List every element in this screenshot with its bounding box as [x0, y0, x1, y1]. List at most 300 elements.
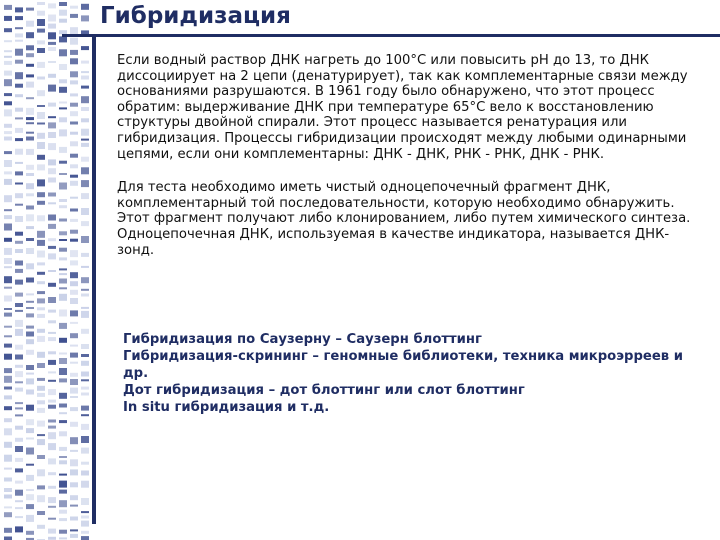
- gel-band: [59, 79, 67, 83]
- gel-band: [59, 87, 67, 93]
- gel-band: [15, 345, 23, 350]
- gel-band: [48, 202, 56, 204]
- gel-band: [15, 507, 23, 509]
- gel-band: [26, 373, 34, 375]
- gel-band: [81, 61, 89, 64]
- gel-band: [59, 358, 67, 364]
- gel-band: [81, 307, 89, 309]
- gel-band: [48, 351, 56, 354]
- gel-band: [81, 516, 89, 519]
- gel-band: [81, 266, 89, 268]
- gel-band: [81, 448, 89, 454]
- gel-band: [37, 62, 45, 68]
- gel-band: [37, 455, 45, 459]
- gel-band: [70, 396, 78, 398]
- gel-band: [81, 157, 89, 162]
- gel-band: [26, 173, 34, 176]
- gel-band: [59, 231, 67, 235]
- gel-band: [59, 173, 67, 175]
- gel-band: [81, 180, 89, 187]
- gel-band: [37, 179, 45, 186]
- gel-band: [59, 161, 67, 164]
- gel-band: [70, 505, 78, 507]
- gel-band: [26, 165, 34, 170]
- gel-bands-graphic: [0, 0, 92, 540]
- gel-band: [26, 515, 34, 522]
- slide-body: [117, 53, 697, 258]
- gel-band: [26, 238, 34, 241]
- gel-band: [48, 320, 56, 323]
- gel-band: [15, 249, 23, 253]
- gel-band: [26, 326, 34, 329]
- gel-band: [70, 197, 78, 199]
- gel-band: [4, 209, 12, 211]
- gel-band: [26, 301, 34, 303]
- gel-band: [4, 93, 12, 96]
- gel-band: [15, 7, 23, 12]
- gel-band: [59, 183, 67, 190]
- gel-band: [81, 107, 89, 111]
- gel-band: [70, 482, 78, 487]
- gel-band: [4, 395, 12, 399]
- gel-band: [81, 143, 89, 147]
- gel-band: [70, 437, 78, 444]
- gel-band: [15, 516, 23, 518]
- gel-band: [15, 162, 23, 164]
- gel-band: [26, 278, 34, 283]
- gel-band: [81, 86, 89, 89]
- gel-band: [26, 263, 34, 269]
- gel-band: [15, 303, 23, 307]
- gel-band: [48, 420, 56, 423]
- gel-band: [48, 389, 56, 395]
- gel-band: [15, 490, 23, 496]
- gel-band: [48, 426, 56, 429]
- gel-band: [70, 353, 78, 358]
- gel-band: [15, 94, 23, 97]
- gel-band: [59, 500, 67, 507]
- gel-band: [81, 118, 89, 122]
- gel-band: [37, 2, 45, 5]
- gel-band: [15, 72, 23, 79]
- gel-band: [4, 79, 12, 86]
- paragraph-denaturation: Если водный раствор ДНК нагреть до 100°С или повысить pH до 13, то ДНК диссоциирует на 2 цепи (денатурирует), так как комплементарные связи между основаниями разрушаются. В 1961 году было обнаружено, что этот процесс обратим: выдерживание ДНК при температуре 65°С вело к восстановлению структуры двойной спирали. Этот процесс называется ренатурация или гибридизация. Процессы гибридизации происходят между любыми одинарными цепями, если они комплементарны: ДНК - ДНК, РНК - РНК, ДНК - РНК.: [117, 53, 688, 162]
- gel-band: [4, 171, 12, 174]
- gel-band: [81, 129, 89, 136]
- gel-band: [59, 353, 67, 355]
- gel-band: [48, 42, 56, 45]
- gel-band: [15, 27, 23, 29]
- gel-band: [26, 248, 34, 254]
- gel-band: [81, 71, 89, 73]
- gel-band: [26, 32, 34, 38]
- gel-band: [48, 380, 56, 382]
- gel-band: [37, 164, 45, 170]
- gel-band: [15, 365, 23, 368]
- gel-band: [4, 344, 12, 348]
- gel-band: [70, 362, 78, 364]
- gel-band: [48, 360, 56, 365]
- gel-band: [26, 307, 34, 309]
- gel-band: [59, 368, 67, 375]
- gel-band: [37, 133, 45, 139]
- gel-band: [26, 117, 34, 120]
- gel-band: [59, 279, 67, 284]
- gel-band: [4, 50, 12, 52]
- gel-band: [37, 123, 45, 125]
- gel-band: [15, 458, 23, 462]
- gel-band: [26, 419, 34, 425]
- gel-band: [59, 36, 67, 42]
- gel-band: [37, 112, 45, 119]
- gel-band: [4, 124, 12, 128]
- gel-band: [4, 109, 12, 116]
- gel-band: [15, 407, 23, 409]
- gel-band: [15, 49, 23, 56]
- gel-band: [37, 386, 45, 391]
- gel-band: [15, 355, 23, 360]
- gel-band: [70, 469, 78, 475]
- gel-band: [37, 469, 45, 476]
- gel-band: [59, 102, 67, 104]
- gel-band: [26, 132, 34, 134]
- gel-band: [81, 208, 89, 215]
- gel-band: [4, 248, 12, 255]
- gel-band: [4, 224, 12, 231]
- gel-band: [4, 56, 12, 58]
- gel-band: [26, 206, 34, 210]
- gel-band: [48, 270, 56, 272]
- gel-band: [4, 478, 12, 482]
- gel-band: [37, 408, 45, 413]
- gel-band: [70, 239, 78, 242]
- gel-band: [70, 6, 78, 9]
- gel-band: [70, 388, 78, 394]
- gel-band: [4, 16, 12, 21]
- gel-band: [37, 525, 45, 529]
- content-left-rule: [92, 34, 96, 524]
- gel-band: [48, 506, 56, 508]
- gel-band: [59, 64, 67, 70]
- gel-band: [15, 40, 23, 42]
- gel-band: [15, 60, 23, 64]
- gel-band: [59, 199, 67, 202]
- gel-band: [37, 298, 45, 303]
- gel-band: [59, 431, 67, 436]
- gel-band: [37, 400, 45, 404]
- gel-band: [37, 215, 45, 221]
- gel-band: [37, 352, 45, 358]
- gel-band: [4, 137, 12, 141]
- gel-band: [37, 77, 45, 80]
- gel-band: [81, 96, 89, 103]
- gel-band: [70, 111, 78, 116]
- gel-band: [4, 376, 12, 383]
- gel-band: [37, 511, 45, 515]
- slide-title: Гибридизация: [100, 3, 291, 29]
- gel-band: [15, 108, 23, 112]
- gel-band: [26, 428, 34, 433]
- gel-band: [4, 151, 12, 154]
- gel-band: [4, 266, 12, 268]
- gel-band: [4, 326, 12, 328]
- gel-band: [26, 339, 34, 344]
- gel-band: [81, 462, 89, 465]
- gel-band: [59, 490, 67, 494]
- gel-band: [4, 368, 12, 373]
- gel-band: [37, 495, 45, 502]
- gel-band: [15, 438, 23, 442]
- gel-band: [59, 268, 67, 270]
- gel-band: [59, 447, 67, 451]
- gel-band: [70, 310, 78, 316]
- gel-band: [70, 175, 78, 178]
- gel-band: [48, 337, 56, 341]
- gel-band: [4, 71, 12, 76]
- gel-band: [26, 193, 34, 196]
- gel-band: [70, 534, 78, 538]
- gel-band: [48, 253, 56, 259]
- gel-band: [48, 432, 56, 439]
- gel-band: [37, 421, 45, 427]
- gel-band: [37, 314, 45, 318]
- gel-band: [70, 250, 78, 257]
- gel-band: [15, 280, 23, 285]
- gel-band: [48, 518, 56, 520]
- gel-band: [81, 521, 89, 527]
- gel-band: [15, 293, 23, 297]
- gel-band: [81, 15, 89, 21]
- gel-band: [37, 307, 45, 310]
- gel-band: [15, 216, 23, 222]
- gel-band: [4, 238, 12, 242]
- gel-band: [15, 371, 23, 377]
- gel-band: [48, 122, 56, 128]
- gel-band: [59, 530, 67, 534]
- method-item-in-situ: In situ гибридизация и т.д.: [123, 400, 330, 415]
- gel-band: [37, 192, 45, 197]
- gel-band: [15, 171, 23, 175]
- gel-band: [70, 58, 78, 64]
- gel-band: [26, 45, 34, 50]
- gel-band: [48, 215, 56, 221]
- gel-band: [48, 497, 56, 503]
- gel-band: [15, 481, 23, 484]
- gel-band: [48, 537, 56, 540]
- gel-band: [70, 529, 78, 531]
- gel-band: [48, 246, 56, 249]
- method-item-screening: Гибридизация-скрининг – геномные библиотеки, техника микроэрреев и др.: [123, 349, 683, 381]
- methods-list: [123, 331, 703, 416]
- gel-band: [59, 107, 67, 109]
- gel-band: [15, 426, 23, 430]
- gel-band: [26, 82, 34, 88]
- gel-band: [4, 179, 12, 185]
- gel-band: [48, 116, 56, 118]
- gel-band: [59, 248, 67, 252]
- gel-band: [59, 474, 67, 476]
- gel-band: [59, 2, 67, 6]
- gel-band: [37, 378, 45, 381]
- gel-band: [70, 14, 78, 18]
- gel-band: [70, 407, 78, 411]
- gel-band: [37, 142, 45, 149]
- gel-band: [48, 32, 56, 39]
- gel-band: [37, 40, 45, 44]
- gel-band: [37, 251, 45, 258]
- gel-band: [4, 258, 12, 264]
- gel-band: [48, 24, 56, 29]
- gel-band: [81, 414, 89, 416]
- gel-band: [4, 5, 12, 10]
- gel-band: [15, 329, 23, 336]
- gel-band: [70, 181, 78, 186]
- gel-band: [4, 418, 12, 422]
- gel-band: [26, 64, 34, 67]
- gel-band: [37, 11, 45, 16]
- gel-band: [48, 472, 56, 475]
- gel-band: [4, 287, 12, 289]
- gel-band: [37, 90, 45, 96]
- gel-band: [81, 361, 89, 366]
- gel-band: [26, 378, 34, 384]
- gel-band: [70, 50, 78, 55]
- gel-band: [70, 495, 78, 500]
- gel-band: [15, 414, 23, 416]
- gel-band: [26, 489, 34, 491]
- gel-band: [48, 178, 56, 183]
- gel-band: [81, 531, 89, 534]
- gel-band: [4, 468, 12, 470]
- gel-band: [70, 322, 78, 324]
- gel-band: [59, 323, 67, 329]
- gel-band: [59, 117, 67, 122]
- gel-band: [4, 308, 12, 310]
- gel-band: [26, 405, 34, 411]
- gel-band: [4, 28, 12, 32]
- gel-band: [4, 160, 12, 167]
- gel-band: [59, 510, 67, 514]
- method-item-dot-blot: Дот гибридизация – дот блоттинг или слот блоттинг: [123, 383, 525, 398]
- gel-band: [37, 155, 45, 160]
- gel-band: [48, 310, 56, 313]
- gel-band: [59, 310, 67, 317]
- gel-band: [37, 29, 45, 33]
- gel-band: [70, 260, 78, 265]
- gel-band: [70, 209, 78, 212]
- gel-band: [26, 464, 34, 466]
- gel-band: [70, 517, 78, 521]
- gel-band: [81, 498, 89, 505]
- gel-band: [37, 485, 45, 489]
- gel-band: [48, 332, 56, 334]
- gel-band: [59, 420, 67, 423]
- gel-band: [59, 10, 67, 16]
- gel-band: [48, 15, 56, 22]
- gel-band: [37, 434, 45, 436]
- gel-band: [70, 298, 78, 304]
- gel-band: [70, 281, 78, 286]
- gel-band: [26, 350, 34, 355]
- gel-band: [15, 84, 23, 88]
- gel-band: [48, 486, 56, 489]
- gel-band: [26, 332, 34, 337]
- gel-band: [48, 405, 56, 409]
- gel-band: [26, 494, 34, 500]
- gel-band: [70, 141, 78, 146]
- gel-band: [26, 8, 34, 11]
- gel-band: [15, 33, 23, 37]
- gel-band: [15, 261, 23, 266]
- gel-band: [48, 238, 56, 241]
- gel-band: [59, 393, 67, 399]
- title-underline: [62, 34, 720, 37]
- gel-band: [81, 311, 89, 318]
- gel-band: [15, 128, 23, 133]
- gel-band: [15, 388, 23, 392]
- gel-band: [81, 471, 89, 476]
- gel-band: [4, 101, 12, 105]
- gel-band: [81, 344, 89, 349]
- gel-band: [26, 53, 34, 57]
- gel-band: [81, 167, 89, 174]
- gel-band: [48, 47, 56, 51]
- gel-band: [70, 333, 78, 338]
- gel-band: [15, 381, 23, 383]
- gel-band: [59, 537, 67, 539]
- gel-band: [59, 205, 67, 208]
- gel-band: [26, 108, 34, 115]
- gel-band: [37, 240, 45, 246]
- gel-band: [15, 320, 23, 327]
- gel-band: [81, 536, 89, 540]
- gel-band: [4, 428, 12, 435]
- gel-band: [4, 40, 12, 42]
- gel-band: [81, 406, 89, 411]
- gel-band: [59, 147, 67, 153]
- gel-band: [15, 149, 23, 155]
- gel-band: [15, 269, 23, 273]
- gel-band: [15, 500, 23, 502]
- gel-band: [59, 219, 67, 222]
- gel-band: [81, 372, 89, 377]
- gel-band: [81, 354, 89, 357]
- gel-band: [81, 481, 89, 488]
- gel-band: [4, 442, 12, 448]
- gel-band: [26, 504, 34, 509]
- gel-band: [4, 215, 12, 219]
- gel-band: [70, 38, 78, 45]
- gel-band: [81, 424, 89, 430]
- gel-band: [15, 241, 23, 244]
- gel-band: [4, 335, 12, 337]
- gel-band: [4, 61, 12, 65]
- gel-band: [48, 132, 56, 138]
- gel-band: [70, 132, 78, 135]
- gel-band: [37, 262, 45, 265]
- gel-band: [81, 277, 89, 283]
- gel-band: [37, 48, 45, 53]
- gel-band: [81, 139, 89, 141]
- gel-band: [48, 61, 56, 63]
- gel-band: [48, 159, 56, 165]
- gel-band: [15, 193, 23, 198]
- gel-band: [37, 329, 45, 333]
- gel-band: [48, 443, 56, 450]
- gel-band: [59, 518, 67, 521]
- gel-band: [59, 460, 67, 464]
- gel-band: [81, 221, 89, 226]
